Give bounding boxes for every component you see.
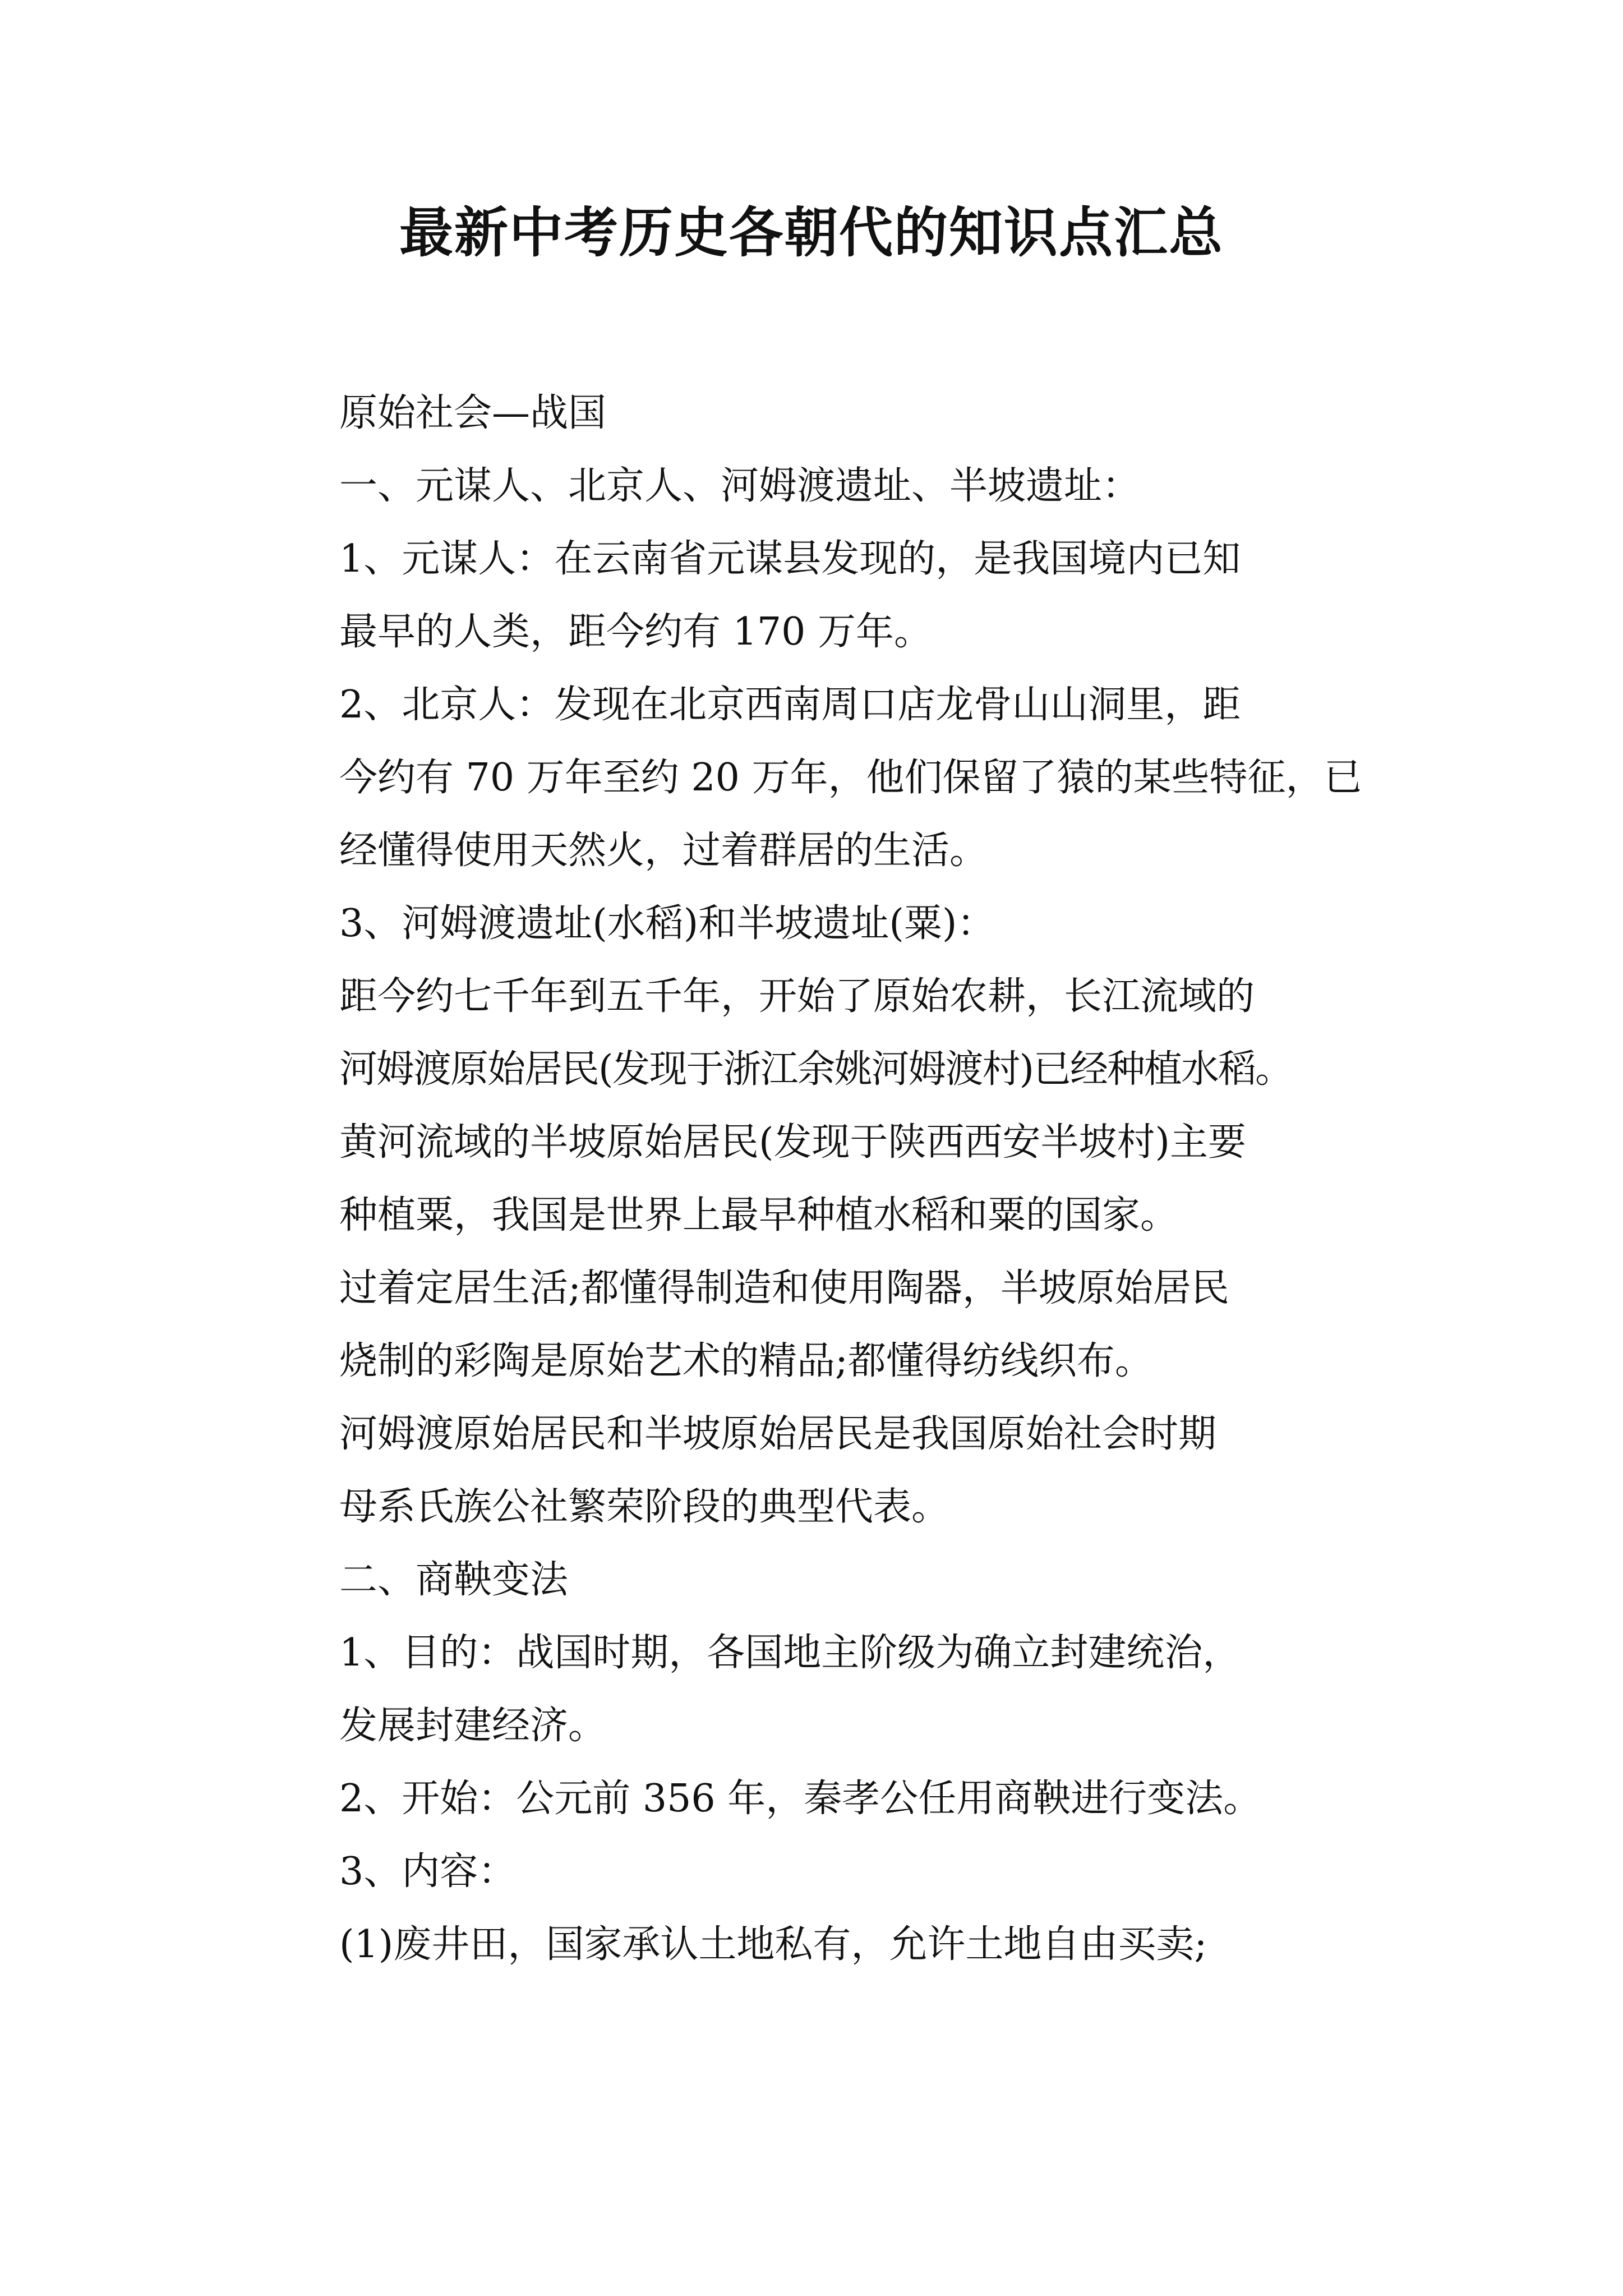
text-line: 3、河姆渡遗址(水稻)和半坡遗址(粟)： — [339, 901, 995, 946]
paragraph — [250, 960, 1388, 1106]
paragraph — [250, 1835, 1388, 1908]
text-line: 一、元谋人、北京人、河姆渡遗址、半坡遗址： — [339, 464, 1141, 508]
text-line: 种植粟，我国是世界上最早种植水稻和粟的国家。 — [339, 1193, 1179, 1237]
text-line: 母系氏族公社繁荣阶段的典型代表。 — [339, 1485, 950, 1529]
paragraph — [250, 377, 1388, 450]
text-line: 过着定居生活;都懂得制造和使用陶器，半坡原始居民 — [339, 1266, 1229, 1310]
paragraph — [250, 1252, 1388, 1398]
text-line: 烧制的彩陶是原始艺术的精品;都懂得纺线织布。 — [339, 1339, 1153, 1383]
paragraph — [250, 523, 1388, 669]
text-line: 河姆渡原始居民(发现于浙江余姚河姆渡村)已经种植水稻。 — [339, 1047, 1293, 1092]
text-line: 经懂得使用天然火，过着群居的生活。 — [339, 829, 988, 873]
text-line: 原始社会—战国 — [339, 391, 607, 435]
text-line: 距今约七千年到五千年，开始了原始农耕，长江流域的 — [339, 974, 1255, 1019]
text-line: 最早的人类，距今约有 170 万年。 — [339, 610, 933, 654]
document-body — [250, 377, 1388, 1981]
text-line: 河姆渡原始居民和半坡原始居民是我国原始社会时期 — [339, 1412, 1217, 1456]
text-line: 今约有 70 万年至约 20 万年，他们保留了猿的某些特征，已 — [339, 756, 1362, 800]
paragraph — [250, 1398, 1388, 1544]
text-line: 黄河流域的半坡原始居民(发现于陕西西安半坡村)主要 — [339, 1120, 1247, 1165]
document-title: 最新中考历史各朝代的知识点汇总 — [399, 201, 1224, 264]
paragraph — [250, 1106, 1388, 1252]
text-line: 3、内容： — [339, 1849, 517, 1894]
paragraph — [250, 450, 1388, 523]
paragraph — [250, 669, 1388, 887]
paragraph — [250, 1763, 1388, 1835]
text-line: 1、目的：战国时期，各国地主阶级为确立封建统治， — [339, 1631, 1241, 1675]
text-line: 二、商鞅变法 — [339, 1558, 569, 1602]
text-line: (1)废井田，国家承认土地私有，允许土地自由买卖; — [339, 1922, 1207, 1967]
paragraph — [250, 1617, 1388, 1763]
paragraph — [250, 1908, 1388, 1981]
text-line: 发展封建经济。 — [339, 1704, 607, 1748]
paragraph — [250, 887, 1388, 960]
text-line: 1、元谋人：在云南省元谋县发现的，是我国境内已知 — [339, 537, 1241, 581]
text-line: 2、开始：公元前 356 年，秦孝公任用商鞅进行变法。 — [339, 1777, 1262, 1821]
paragraph — [250, 1544, 1388, 1617]
text-line: 2、北京人：发现在北京西南周口店龙骨山山洞里，距 — [339, 683, 1241, 727]
